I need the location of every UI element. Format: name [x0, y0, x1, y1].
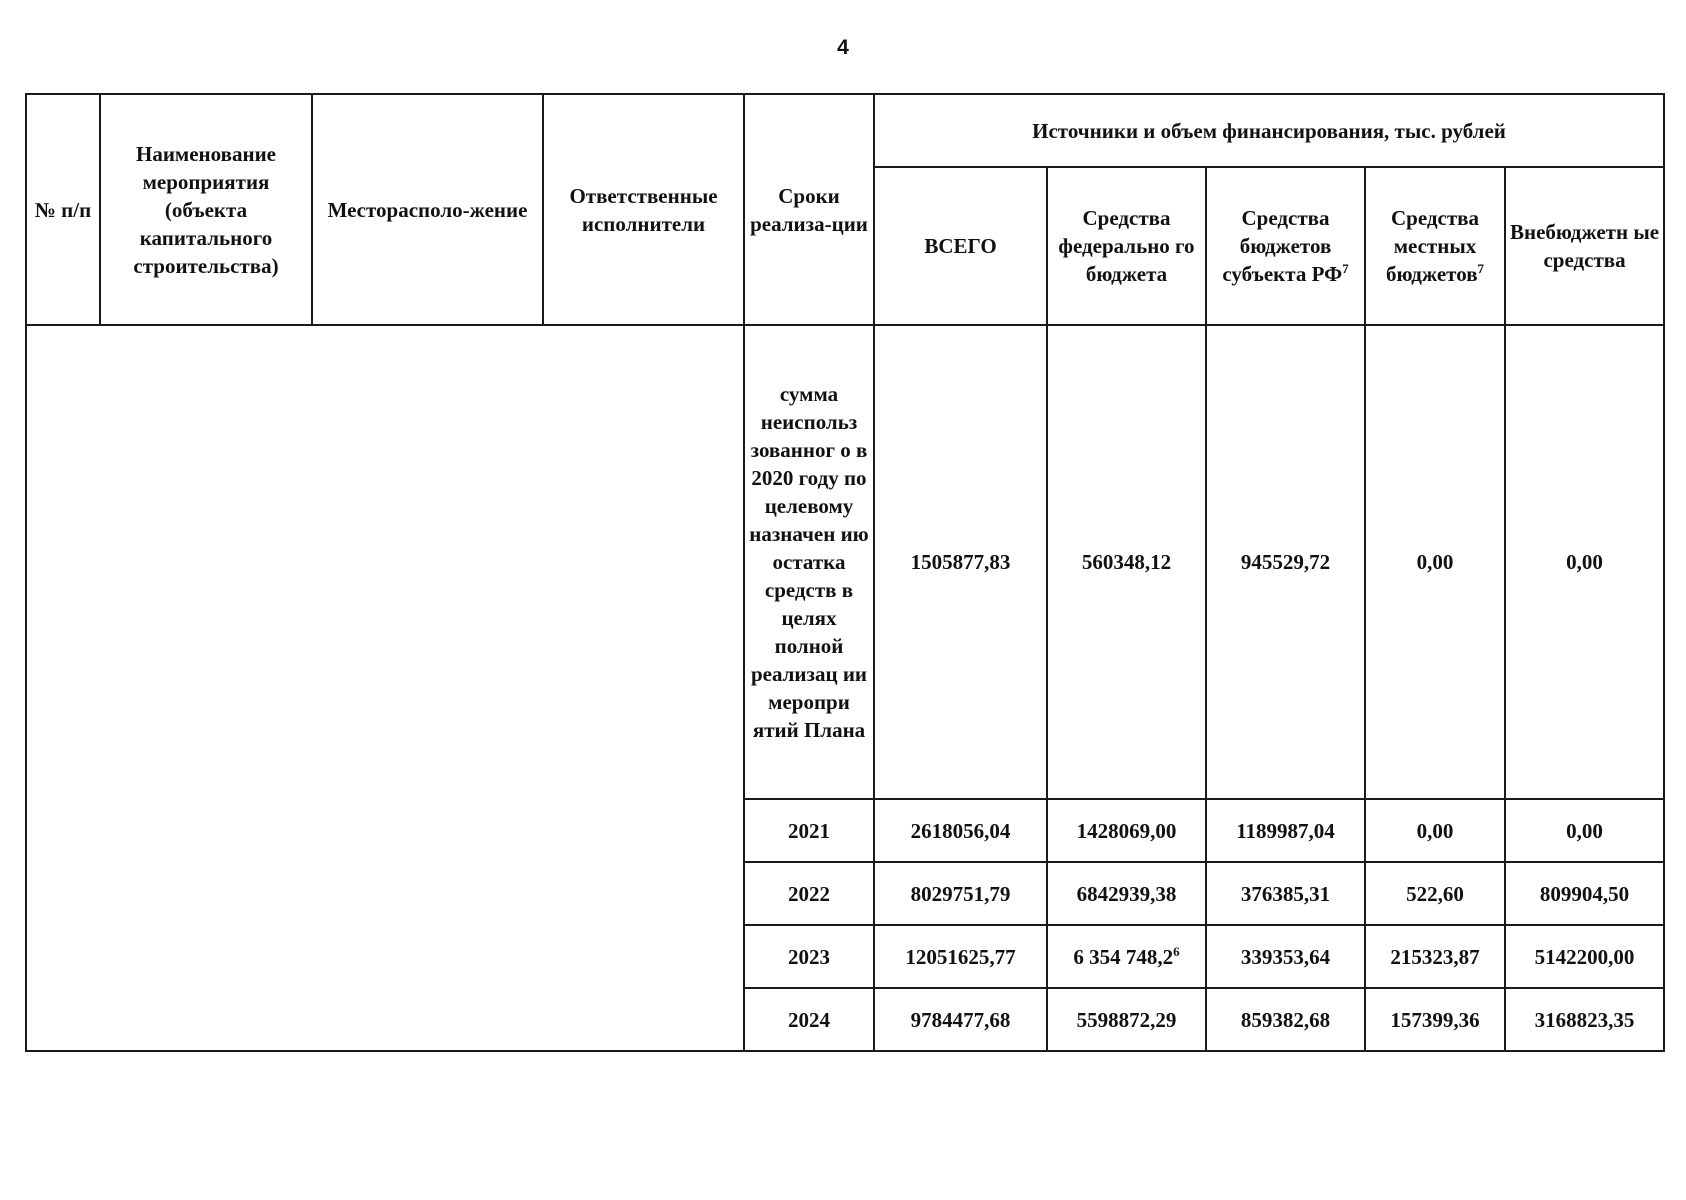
header-terms: Сроки реализа-ции: [744, 94, 874, 325]
cell-term: 2023: [744, 925, 874, 988]
cell-total: 8029751,79: [874, 862, 1047, 925]
header-extra: Внебюджетн ые средства: [1505, 167, 1664, 325]
cell-federal: 6842939,38: [1047, 862, 1206, 925]
header-num: № п/п: [26, 94, 100, 325]
cell-term: сумма неиспольз зованног о в 2020 году по целевому назначен ию остатка средств в целях полной реализац ии меропри ятий Плана: [744, 325, 874, 799]
cell-term: 2024: [744, 988, 874, 1051]
cell-regional: 945529,72: [1206, 325, 1365, 799]
cell-federal-footnote: 6: [1173, 943, 1180, 959]
cell-extra: 0,00: [1505, 799, 1664, 862]
page-number: 4: [837, 36, 849, 59]
header-local-footnote: 7: [1477, 261, 1485, 276]
cell-total: 2618056,04: [874, 799, 1047, 862]
header-location: Месторасполо-жение: [312, 94, 543, 325]
cell-federal: 560348,12: [1047, 325, 1206, 799]
cell-total: 9784477,68: [874, 988, 1047, 1051]
header-local: [1365, 167, 1505, 325]
cell-local: 0,00: [1365, 799, 1505, 862]
cell-regional: 859382,68: [1206, 988, 1365, 1051]
cell-local: 522,60: [1365, 862, 1505, 925]
cell-total: 1505877,83: [874, 325, 1047, 799]
cell-extra: 809904,50: [1505, 862, 1664, 925]
funding-table: [25, 93, 1665, 1052]
cell-extra: 0,00: [1505, 325, 1664, 799]
cell-federal: 5598872,29: [1047, 988, 1206, 1051]
header-local-text: Средства местных бюджетов: [1385, 206, 1479, 286]
header-regional-footnote: 7: [1342, 261, 1349, 276]
cell-federal: [1047, 925, 1206, 988]
header-row-group: [26, 94, 1664, 167]
cell-total: 12051625,77: [874, 925, 1047, 988]
cell-federal-text: 6 354 748,2: [1073, 944, 1174, 969]
cell-federal: 1428069,00: [1047, 799, 1206, 862]
table-row: [26, 325, 1664, 799]
header-regional: [1206, 167, 1365, 325]
header-funding-group: Источники и объем финансирования, тыс. рублей: [874, 94, 1664, 167]
cell-local: 0,00: [1365, 325, 1505, 799]
cell-regional: 339353,64: [1206, 925, 1365, 988]
header-name: Наименование мероприятия (объекта капитального строительства): [100, 94, 312, 325]
cell-extra: 5142200,00: [1505, 925, 1664, 988]
cell-term: 2022: [744, 862, 874, 925]
header-federal: Средства федерально го бюджета: [1047, 167, 1206, 325]
cell-local: 215323,87: [1365, 925, 1505, 988]
cell-extra: 3168823,35: [1505, 988, 1664, 1051]
merged-empty-cell: [26, 325, 744, 1051]
cell-regional: 376385,31: [1206, 862, 1365, 925]
cell-regional: 1189987,04: [1206, 799, 1365, 862]
cell-local: 157399,36: [1365, 988, 1505, 1051]
header-total: ВСЕГО: [874, 167, 1047, 325]
cell-term: 2021: [744, 799, 874, 862]
header-regional-text: Средства бюджетов субъекта РФ: [1222, 206, 1343, 286]
header-responsible: Ответственные исполнители: [543, 94, 744, 325]
